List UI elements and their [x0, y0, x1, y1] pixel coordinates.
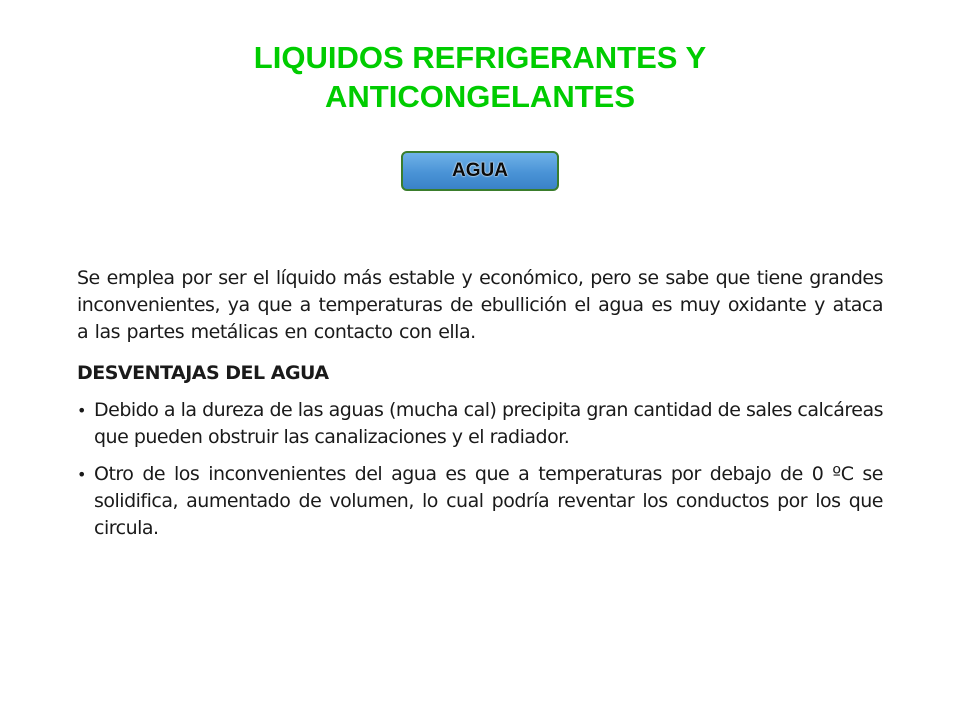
agua-badge — [401, 151, 559, 191]
title-line-2: ANTICONGELANTES — [325, 79, 635, 114]
agua-badge-label: AGUA — [452, 159, 508, 181]
list-item-text: Debido a la dureza de las aguas (mucha cal) precipita gran cantidad de sales calcáreas que pueden obstruir las canalizaciones y el radiador. — [94, 399, 883, 448]
list-item — [77, 397, 883, 451]
section-heading: DESVENTAJAS DEL AGUA — [77, 362, 329, 384]
bullet-icon: • — [77, 465, 86, 484]
bullet-icon: • — [77, 401, 86, 420]
disadvantages-list — [77, 397, 883, 542]
list-item-text: Otro de los inconvenientes del agua es que a temperaturas por debajo de 0 ºC se solidifica, aumentado de volumen, lo cual podría reventar los conductos por los que circula. — [94, 463, 883, 539]
intro-paragraph: Se emplea por ser el líquido más estable y económico, pero se sabe que tiene grandes inconvenientes, ya que a temperaturas de ebullición el agua es muy oxidante y ataca a las partes metálicas en contacto con ella. — [77, 267, 883, 343]
title-line-1: LIQUIDOS REFRIGERANTES Y — [253, 40, 707, 75]
list-item — [77, 461, 883, 542]
slide-body — [77, 265, 883, 552]
slide-title — [80, 38, 880, 116]
